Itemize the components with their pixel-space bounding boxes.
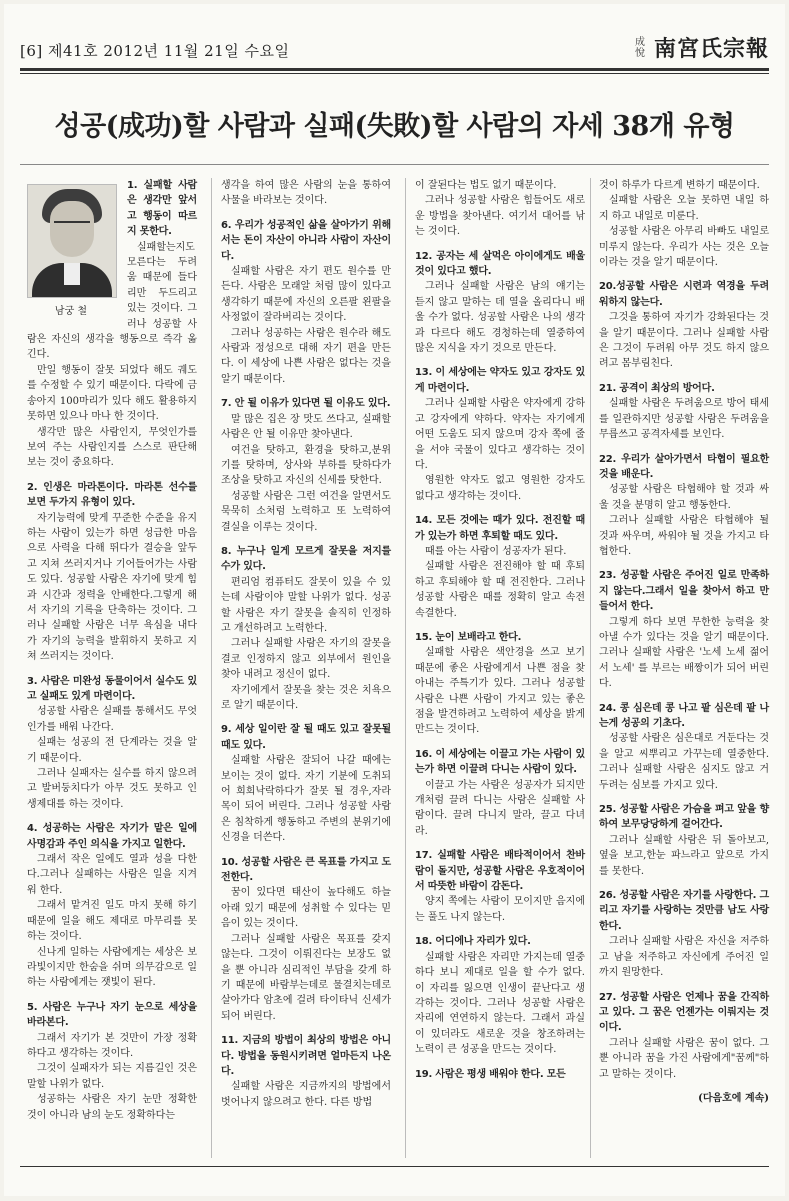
article-item: [415, 934, 585, 1057]
article-item: [599, 701, 769, 793]
article-item: [221, 855, 391, 1024]
item-title: 16. 이 세상에는 이끌고 가는 사람이 있는가 하면 이끌려 다니는 사람이 있다.: [415, 748, 585, 776]
item-paragraph: 성공하는 사람은 자기 눈만 정확한 것이 아니라 남의 눈도 정확하다는: [27, 1094, 197, 1121]
footer-rule: [20, 1166, 769, 1167]
item-paragraph: 그러나 실패할 사람은 꿈이 없다. 그 뿐 아니라 꿈을 가진 사람에게"꿈께"하고 말하는 것이다.: [599, 1037, 769, 1080]
article-column-2: [221, 178, 391, 1119]
item-paragraph: 이 잘된다는 법도 없기 때문이다.: [415, 180, 557, 191]
article-item: [599, 888, 769, 980]
item-paragraph: 그래서 맡겨진 일도 마지 못해 하기 때문에 일을 해도 제대로 마무리를 못하는 것이다.: [27, 900, 197, 943]
item-paragraph: 그러나 실패할 사람은 뒤 돌아보고, 옆을 보고,한눈 파느라고 앞으로 가지를 못한다.: [599, 834, 769, 877]
item-paragraph: 성공할 사람은 실패를 통해서도 무엇인가를 배워 나간다.: [27, 706, 197, 733]
header-rule: [20, 68, 769, 71]
article-item: [27, 821, 197, 990]
item-paragraph: 그러나 실패할 사람은 자기의 잘못을 결코 인정하지 않고 외부에서 원인을 찾아 내려고 정신이 없다.: [221, 638, 391, 681]
article-item: [415, 365, 585, 504]
article-item: [415, 178, 585, 240]
item-title: 11. 지금의 방법이 최상의 방법은 아니다. 방법을 동원시키려면 얼마든지 나온다.: [221, 1035, 391, 1077]
item-paragraph: 여건을 탓하고, 환경을 탓하고,분위기를 탓하며, 상사와 부하를 탓하다가 조상을 탓하고 자신의 신세를 탓한다.: [221, 444, 391, 487]
item-paragraph: 자기능력에 맞게 꾸준한 수준을 유지하는 사람이 있는가 하면 성급한 마음으로 사력을 다해 뛰다가 결승을 앞두고 지쳐 쓰러지거나 기어들어가는 사람도 있다. 성공할 사람은 자기에 맞게 힘과 시간과 정력을 안배한다.그렇게 해서 자기의 기록을 단축하는 것이다. 그러나 실패할 사람은 너무 욕심을 내다가 자기의 능력을 발휘하지 못하고 지쳐 쓰러지는 것이다.: [27, 512, 197, 663]
item-paragraph: 그러나 성공하는 사람은 원수라 해도 사람과 정성으로 대해 자기 편을 만든다. 이 세상에 나쁜 사람은 없다는 것을 알기 때문이다.: [221, 327, 391, 385]
item-paragraph: 이끌고 가는 사람은 성공자가 되지만 개처럼 끌려 다니는 사람은 실패할 사람이다. 끌려 다니지 말라, 끌고 다녀라.: [415, 779, 585, 837]
item-paragraph: 성공할 사람은 아무리 바빠도 내일로 미루지 않는다. 우리가 사는 것은 오늘이라는 것을 알기 때문이다.: [599, 226, 769, 269]
article-item: [599, 381, 769, 443]
item-title: 19. 사람은 평생 배워야 한다. 모든: [415, 1068, 566, 1080]
item-title: 17. 실패할 사람은 배타적이어서 찬바람이 돌지만, 성공할 사람은 우호적이어서 따뜻한 바람이 감돈다.: [415, 850, 585, 893]
item-title: 25. 성공할 사람은 가슴을 펴고 앞을 향하여 보무당당하게 걸어간다.: [599, 804, 769, 831]
article-item: [221, 178, 391, 209]
item-paragraph: 말 많은 집은 장 맛도 쓰다고, 실패할 사람은 안 될 이유만 찾아낸다.: [221, 413, 391, 441]
article-column-1: [27, 178, 197, 1132]
article-item: [415, 249, 585, 357]
item-title: 12. 공자는 세 살먹은 아이에게도 배울 것이 있다고 했다.: [415, 250, 585, 278]
article-column-3: [415, 178, 585, 1091]
item-paragraph: 꿈이 있다면 태산이 높다해도 하늘 아래 있기 때문에 성취할 수 있다는 믿음이 있는 것이다.: [221, 887, 391, 930]
item-paragraph: 성공할 사람은 타협해야 할 것과 싸울 것을 분명히 알고 행동한다.: [599, 484, 769, 511]
item-paragraph: 그러나 실패할 사람은 자신을 저주하고 남을 저주하고 자신에게 주어진 일까지 원망한다.: [599, 936, 769, 979]
column-divider: [211, 178, 212, 1158]
item-title: 4. 성공하는 사람은 자기가 맡은 일에 사명감과 주인 의식을 가지고 일한다.: [27, 823, 197, 850]
column-divider: [590, 178, 591, 1158]
item-title: 27. 성공할 사람은 언제나 꿈을 간직하고 있다. 그 꿈은 언젠가는 이뤄지는 것이다.: [599, 991, 769, 1034]
item-title: 23. 성공할 사람은 주어진 일로 만족하지 않는다.그래서 일을 찾아서 하고 만들어서 한다.: [599, 570, 769, 613]
item-title: 9. 세상 일이란 잘 될 때도 있고 잘못될 때도 있다.: [221, 724, 391, 751]
masthead-brand: [634, 32, 769, 63]
article-column-4: [599, 178, 769, 1106]
item-title: 15. 눈이 보배라고 한다.: [415, 631, 522, 643]
item-paragraph: 신나게 일하는 사람에게는 세상은 보라빛이지만 한숨을 쉬며 의무감으로 일하는 사람에게는 잿빛이 된다.: [27, 946, 197, 989]
article-item: [599, 178, 769, 270]
item-paragraph: 실패할는지도 모른다는 두려움 때문에 들다리만 두드리고 있는 것이다. 그러나 성공할 사람은 자신의 생각을 행동으로 즉각 옮긴다.: [27, 241, 197, 361]
article-item: [415, 630, 585, 738]
item-paragraph: 그러나 실패자는 실수를 하지 않으려고 발버둥치다가 아무 것도 못하고 인생제대를 하는 것이다.: [27, 768, 197, 810]
item-title: 18. 어디에나 자리가 있다.: [415, 936, 531, 948]
item-paragraph: 실패할 사람은 두려움으로 방어 태세를 일관하지만 성공할 사람은 두려움을 무릅쓰고 공격자세를 보인다.: [599, 398, 769, 441]
article-item: [415, 513, 585, 621]
item-title: 2. 인생은 마라톤이다. 마라톤 선수를 보면 두가지 유형이 있다.: [27, 481, 197, 509]
item-title: 24. 콩 심은데 콩 나고 팥 심은데 팥 나는게 성공의 기초다.: [599, 702, 769, 729]
item-paragraph: 그래서 작은 일에도 열과 성을 다한다.그러나 실패하는 사람은 일을 지겨워 한다.: [27, 854, 197, 896]
item-paragraph: 것이 하루가 다르게 변하기 때문이다.: [599, 180, 760, 191]
article-item: [221, 396, 391, 535]
article-item: [599, 452, 769, 560]
item-title: 20.성공할 사람은 시련과 역경을 두려워하지 않는다.: [599, 281, 769, 308]
item-paragraph: 그러나 실패할 사람은 약자에게 강하고 강자에게 약하다. 약자는 자기에게 어떤 도움도 되지 않으며 강자 쪽에 줄을 서야 국물이 있다고 생각하는 것이다.: [415, 398, 585, 471]
continued-label: (다음호에 계속): [698, 1092, 769, 1104]
headline-rule: [20, 164, 769, 165]
item-title: 26. 성공할 사람은 자기를 사랑한다. 그리고 자기를 사랑하는 것만큼 남도 사랑한다.: [599, 890, 769, 932]
item-title: 5. 사람은 누구나 자기 눈으로 세상을 바라본다.: [27, 1001, 197, 1029]
item-paragraph: 실패할 사람은 자기 편도 원수를 만든다. 사람은 모래알 처럼 많이 있다고 생각하기 때문에 자신의 오른팔 왼팔을 사정없이 잘라버리는 것이다.: [221, 266, 391, 324]
item-title: 22. 우리가 살아가면서 타협이 필요한 것을 배운다.: [599, 453, 769, 480]
article-item: [415, 1067, 585, 1082]
author-caption: 남궁 철: [54, 306, 88, 317]
item-paragraph: 실패할 사람은 색안경을 쓰고 보기 때문에 좋은 사람에게서 나쁜 점을 찾아내는 주특기가 있다. 그러나 성공할 사람은 나쁜 사람이 가지고 있는 좋은 점을 발견하려고 노력하여 세상을 밝게 만드는 것이다.: [415, 647, 585, 736]
article-item: [27, 480, 197, 665]
header-rule-thin: [20, 73, 769, 74]
item-paragraph: 성공할 사람은 심은대로 거둔다는 것을 알고 씨뿌리고 가꾸는데 열중한다. 그러나 실패할 사람은 심지도 않고 거두려는 심보를 가지고 있다.: [599, 733, 769, 791]
article-item: [27, 674, 197, 813]
item-paragraph: 영원한 약자도 없고 영원한 강자도 없다고 생각하는 것이다.: [415, 475, 585, 502]
item-paragraph: 자기에게서 잘못을 찾는 것은 치욕으로 알기 때문이다.: [221, 684, 391, 711]
article-item: [27, 1000, 197, 1123]
item-paragraph: 만일 행동이 잘못 되었다 해도 궤도를 수정할 수 있기 때문이다. 다락에 금송아지 100마리가 있다 해도 활용하지 못하면 있으나 마나 한 것이다.: [27, 364, 197, 423]
item-paragraph: 생각을 하여 많은 사람의 눈을 통하여 사물을 바라보는 것이다.: [221, 180, 391, 207]
column-divider: [405, 178, 406, 1158]
masthead-title: 南宮氏宗報: [653, 36, 769, 62]
item-title: 8. 누구나 일게 모르게 잘못을 저지를 수가 있다.: [221, 545, 391, 573]
issue-line: [6] 제41호 2012년 11월 21일 수요일: [20, 42, 290, 60]
item-title: 3. 사람은 미완성 동물이어서 실수도 있고 실패도 있게 마련이다.: [27, 675, 197, 702]
article-item: [599, 990, 769, 1082]
item-paragraph: 그것이 실패자가 되는 지름길인 것은 말할 나위가 없다.: [27, 1063, 197, 1090]
item-paragraph: 그러나 실패할 사람은 목표를 갖지 않는다. 그것이 이뤄진다는 보장도 없을 뿐 아니라 심리적인 부담을 갖게 하기 때문에 바람부는데로 물결치는데로 살아가다 암초에 걸려 타이타닉 신세가 되어 버린다.: [221, 933, 391, 1022]
item-paragraph: 그래서 자기가 본 것만이 가장 정확하다고 생각하는 것이다.: [27, 1032, 197, 1059]
article-item: [221, 1033, 391, 1110]
item-title: 1. 실패할 사람은 생각만 앞서고 행동이 따르지 못한다.: [127, 180, 197, 238]
item-paragraph: 그러나 실패할 사람은 타협해야 될 것과 싸우며, 싸워야 될 것을 가지고 타협한다.: [599, 515, 769, 557]
article-item: [599, 802, 769, 879]
item-paragraph: 생각만 많은 사람인지, 무엇인가를 보여 주는 사람인지를 스스로 판단해 보는 것이 중요하다.: [27, 426, 197, 469]
item-paragraph: 실패할 사람은 오늘 못하면 내일 하지 하고 내일로 미룬다.: [599, 195, 769, 222]
item-paragraph: 그러나 실패할 사람은 남의 얘기는 듣지 않고 말하는 데 열을 올리다니 배울 수가 없다. 성공할 사람은 나의 생각과 다르다 해도 경청하는데 열중하여 많은 지식을 자기 것으로 만든다.: [415, 281, 585, 355]
seal-logo: 成悅: [634, 36, 645, 59]
item-title: 6. 우리가 성공적인 삶을 살아가기 위해서는 돈이 자산이 아니라 사람이 자산이다.: [221, 219, 391, 262]
article-item: [599, 568, 769, 691]
item-paragraph: 실패할 사람은 자리만 가지는데 열중하다 보니 제대로 일을 할 수가 없다. 이 자리를 잃으면 인생이 끝난다고 생각하는 것이다. 그러나 성공할 사람은 자리에 연연하지 않는다. 그래서 과실이 있더라도 새로운 것을 창조하려는 노력이 큰 성공을 만드는 것이다.: [415, 951, 585, 1056]
item-paragraph: 성공할 사람은 그런 여건을 알면서도 묵묵히 소처럼 노력하고 또 노력하여 결실을 이루는 것이다.: [221, 490, 391, 533]
item-title: 10. 성공할 사람은 큰 목표를 가지고 도전한다.: [221, 856, 391, 884]
article-item: [221, 722, 391, 845]
item-paragraph: 그렇게 하다 보면 무한한 능력을 찾아낼 수가 있다는 것을 알기 때문이다. 그러나 실패할 사람은 '노세 노세 젊어서 노세' 를 부르는 배짱이가 되어 버린다.: [599, 616, 769, 690]
portrait-wrap-space: [27, 172, 127, 322]
item-paragraph: 실패할 사람은 지금까지의 방법에서 벗어나지 않으려고 한다. 다른 방법: [221, 1081, 391, 1108]
item-paragraph: 그것을 통하여 자기가 강화된다는 것을 알기 때문이다. 그러나 실패할 사람은 그것이 두려워 아무 것도 하지 않으려고 몸부림친다.: [599, 312, 769, 370]
article-item: [599, 279, 769, 371]
item-title: 21. 공격이 최상의 방어다.: [599, 382, 715, 394]
article-headline: 성공(成功)할 사람과 실패(失敗)할 사람의 자세 38개 유형: [54, 111, 735, 142]
item-paragraph: 편리엄 컴퓨터도 잘못이 있을 수 있는데 사람이야 말할 나위가 없다. 성공할 사람은 자기 잘못을 솔직히 인정하고 개선하려고 노력한다.: [221, 576, 391, 634]
item-paragraph: 실패할 사람은 전진해야 할 때 후퇴하고 후퇴해야 할 때 전진한다. 그러나 성공할 사람은 때를 정확히 알고 속전속결한다.: [415, 561, 585, 619]
item-title: 13. 이 세상에는 약자도 있고 강자도 있게 마련이다.: [415, 367, 585, 394]
page-header: [20, 32, 769, 66]
item-paragraph: 실패는 성공의 전 단계라는 것을 알기 때문이다.: [27, 737, 197, 764]
item-title: 7. 안 될 이유가 있다면 될 이유도 있다.: [221, 398, 391, 410]
item-title: 14. 모든 것에는 때가 있다. 전진할 때가 있는가 하면 후퇴할 때도 있다.: [415, 515, 585, 542]
item-paragraph: 그러나 성공할 사람은 힘들어도 새로운 방법을 찾아낸다. 여기서 대어를 낚는 것이다.: [415, 195, 585, 238]
article-item: [221, 544, 391, 713]
article-item: [415, 747, 585, 839]
item-paragraph: 양지 쪽에는 사람이 모이지만 음지에는 풀도 나지 않는다.: [415, 896, 585, 923]
article-item: [415, 848, 585, 925]
article-item: [221, 218, 391, 387]
item-paragraph: 실패할 사람은 잘되어 나갈 때에는 보이는 것이 없다. 자기 기분에 도취되어 희희낙락하다가 잘못 될 경우,자라목이 되어 버린다. 그러나 성공할 사람은 침착하게 행동하고 주변의 분위기에 신경을 더쓴다.: [221, 755, 391, 844]
item-paragraph: 때를 아는 사람이 성공자가 된다.: [425, 545, 567, 557]
